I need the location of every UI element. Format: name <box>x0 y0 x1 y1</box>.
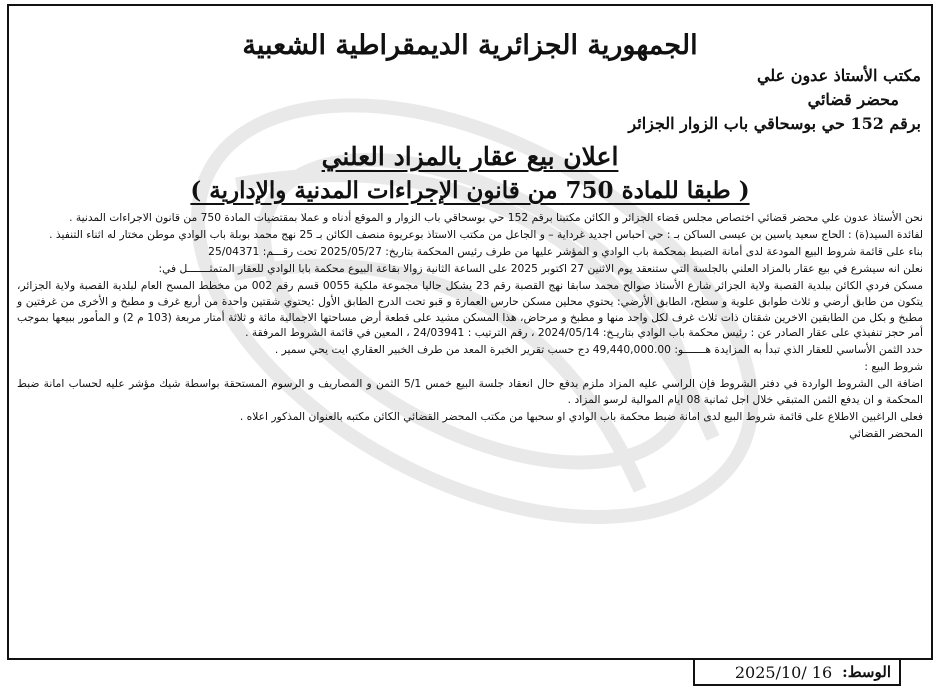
publication-date-box <box>693 658 901 686</box>
paragraph-auction-date: نعلن انه سيشرع في بيع عقار بالمزاد العلني بالجلسة التي ستنعقد يوم الاثنين 27 اكتوبر 2025 على الساعة الثانية زوالا بقاعة البيوع محكمة بابا الوادي للعقار المتمثـــــــل في: <box>158 262 923 276</box>
paragraph-beneficiary: لفائدة السيد(ة) : الحاج سعيد ياسين بن عيسى الساكن بـ : حي احباس اجديد غرداية – و الجاعل من مكتب الاستاذ بوعريوة منصف الكائن بـ 25 نهج محمد بوبلة باب الوادي موطن مختار له اثناء التنفيذ . <box>49 228 923 242</box>
paragraph-property-description: مسكن فردي الكائن ببلدية القصبة ولاية الجزائر شارع الأستاذ صوالح محمد سابقا نهج القصبة رقم 23 يشكل حاليا مجموعة ملكية 0055 قسم رقم 002 من مخطط المسح العام لبلدية القصبة ولاية الجزائر، يتكون من طابق أرضي و ثلاث طوابق علوية و سطح، الطابق الأرضي: يحتوي محلين مسكن حارس العمارة و قبو تحت الدرج الطابق الأول :يحتوي شقتين واحدة من أربع غرف و مطبخ و الأخرى من غرفتين و مطبخ و بكل من الطابقين الاخرين شقتان ذات ثلاث غرف لكل واحد منها و مطبخ و مرحاض، هذا المسكن مشيد على قطعة أرض مساحتها الاجمالية مائة و ثلاثة أمتار مربعة (103 م 2) و المأمور ببيعها بموجب أمر حجز تنفيذي على عقار الصادر عن : رئيس محكمة باب الوادي بتاريـخ: 2024/05/14 ، رقم الترتيب : 24/03941 ، المعين في قائمة الشروط المرفقة . <box>17 279 923 340</box>
paragraph-intro: نحن الأستاذ عدون علي محضر قضائي اختصاص مجلس قضاء الجزائر و الكائن مكتبنا برقم 152 حي بوسحاقي باب الزوار و الموقع أدناه و عملا بمقتضيات المادة 750 من قانون الاجراءات المدنية . <box>69 211 923 224</box>
paragraph-consultation: فعلى الراغبين الاطلاع على قائمة شروط البيع لدى امانة ضبط محكمة باب الوادي او سحبها من مكتب المحضر القضائي الكائن مكتبه بالعنوان المذكور اعلاه . <box>239 410 923 424</box>
newspaper-label: الوسط: <box>842 663 891 681</box>
office-name: مكتب الأستاذ عدون علي <box>756 66 921 85</box>
paragraph-sale-conditions: اضافة الى الشروط الواردة في دفتر الشروط فإن الراسي عليه المزاد ملزم بدفع حال انعقاد جلسة البيع خمس 5/1 الثمن و المصاريف و الرسوم المستحقة بواسطة شيك مؤشر عليه لحساب امانة ضبط المحكمة و ان يدفع الثمن المتبقي خلال اجل ثمانية 08 ايام الموالية لرسو المزاد . <box>17 377 923 407</box>
office-role: محضر قضائي <box>807 90 899 109</box>
paragraph-base-price: حدد الثمن الأساسي للعقار الذي تبدأ به المزايدة هـــــــو: 49,440,000.00 دج حسب تقرير الخبرة المعد من طرف الخبير العقاري ايت يحي سمير . <box>274 343 923 357</box>
office-address: برقم 152 حي بوسحاقي باب الزوار الجزائر <box>628 114 921 133</box>
paragraph-sale-conditions-heading: شروط البيع : <box>864 360 923 374</box>
publication-date: 2025/10/ 16 <box>734 662 833 682</box>
paragraph-conditions-list: بناء على قائمة شروط البيع المودعة لدى أمانة الضبط بمحكمة باب الوادي و المؤشر عليها من طرف رئيس المحكمة بتاريخ: 2025/05/27 تحت رقـــم: 25/04371 <box>208 245 923 259</box>
paragraph-signature: المحضر القضائي <box>849 427 923 441</box>
announcement-subtitle: ( طبقا للمادة 750 من قانون الإجراءات المدنية والإدارية ) <box>190 177 750 204</box>
notice-body <box>15 210 925 442</box>
announcement-title: اعلان بيع عقار بالمزاد العلني <box>321 142 619 171</box>
notice-frame <box>7 4 933 660</box>
republic-title: الجمهورية الجزائرية الديمقراطية الشعبية <box>242 30 698 61</box>
